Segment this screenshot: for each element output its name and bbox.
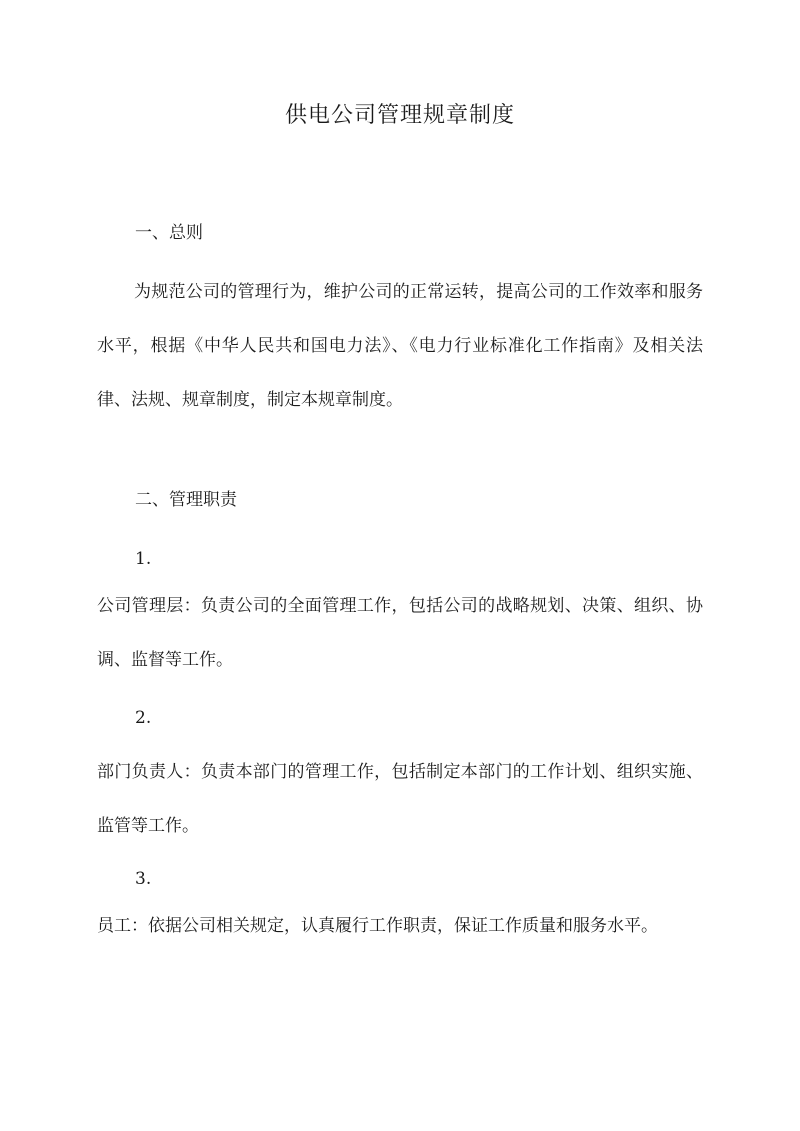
item-text-2: 部门负责人：负责本部门的管理工作，包括制定本部门的工作计划、组织实施、监管等工作。 bbox=[97, 762, 703, 836]
item-number-1: 1. bbox=[135, 549, 152, 569]
item-number-3: 3. bbox=[135, 869, 152, 889]
document-title: 供电公司管理规章制度 bbox=[284, 103, 515, 128]
section-heading-general: 一、总则 bbox=[135, 223, 203, 243]
item-number-2: 2. bbox=[135, 708, 152, 728]
item-text-1: 公司管理层：负责公司的全面管理工作，包括公司的战略规划、决策、组织、协调、监督等工作。 bbox=[97, 596, 703, 670]
item-text-3: 员工：依据公司相关规定，认真履行工作职责，保证工作质量和服务水平。 bbox=[97, 916, 658, 936]
section-heading-responsibilities: 二、管理职责 bbox=[135, 490, 237, 510]
general-paragraph: 为规范公司的管理行为，维护公司的正常运转，提高公司的工作效率和服务水平，根据《中华人民共和国电力法》、《电力行业标准化工作指南》及相关法律、法规、规章制度，制定本规章制度。 bbox=[97, 282, 703, 410]
